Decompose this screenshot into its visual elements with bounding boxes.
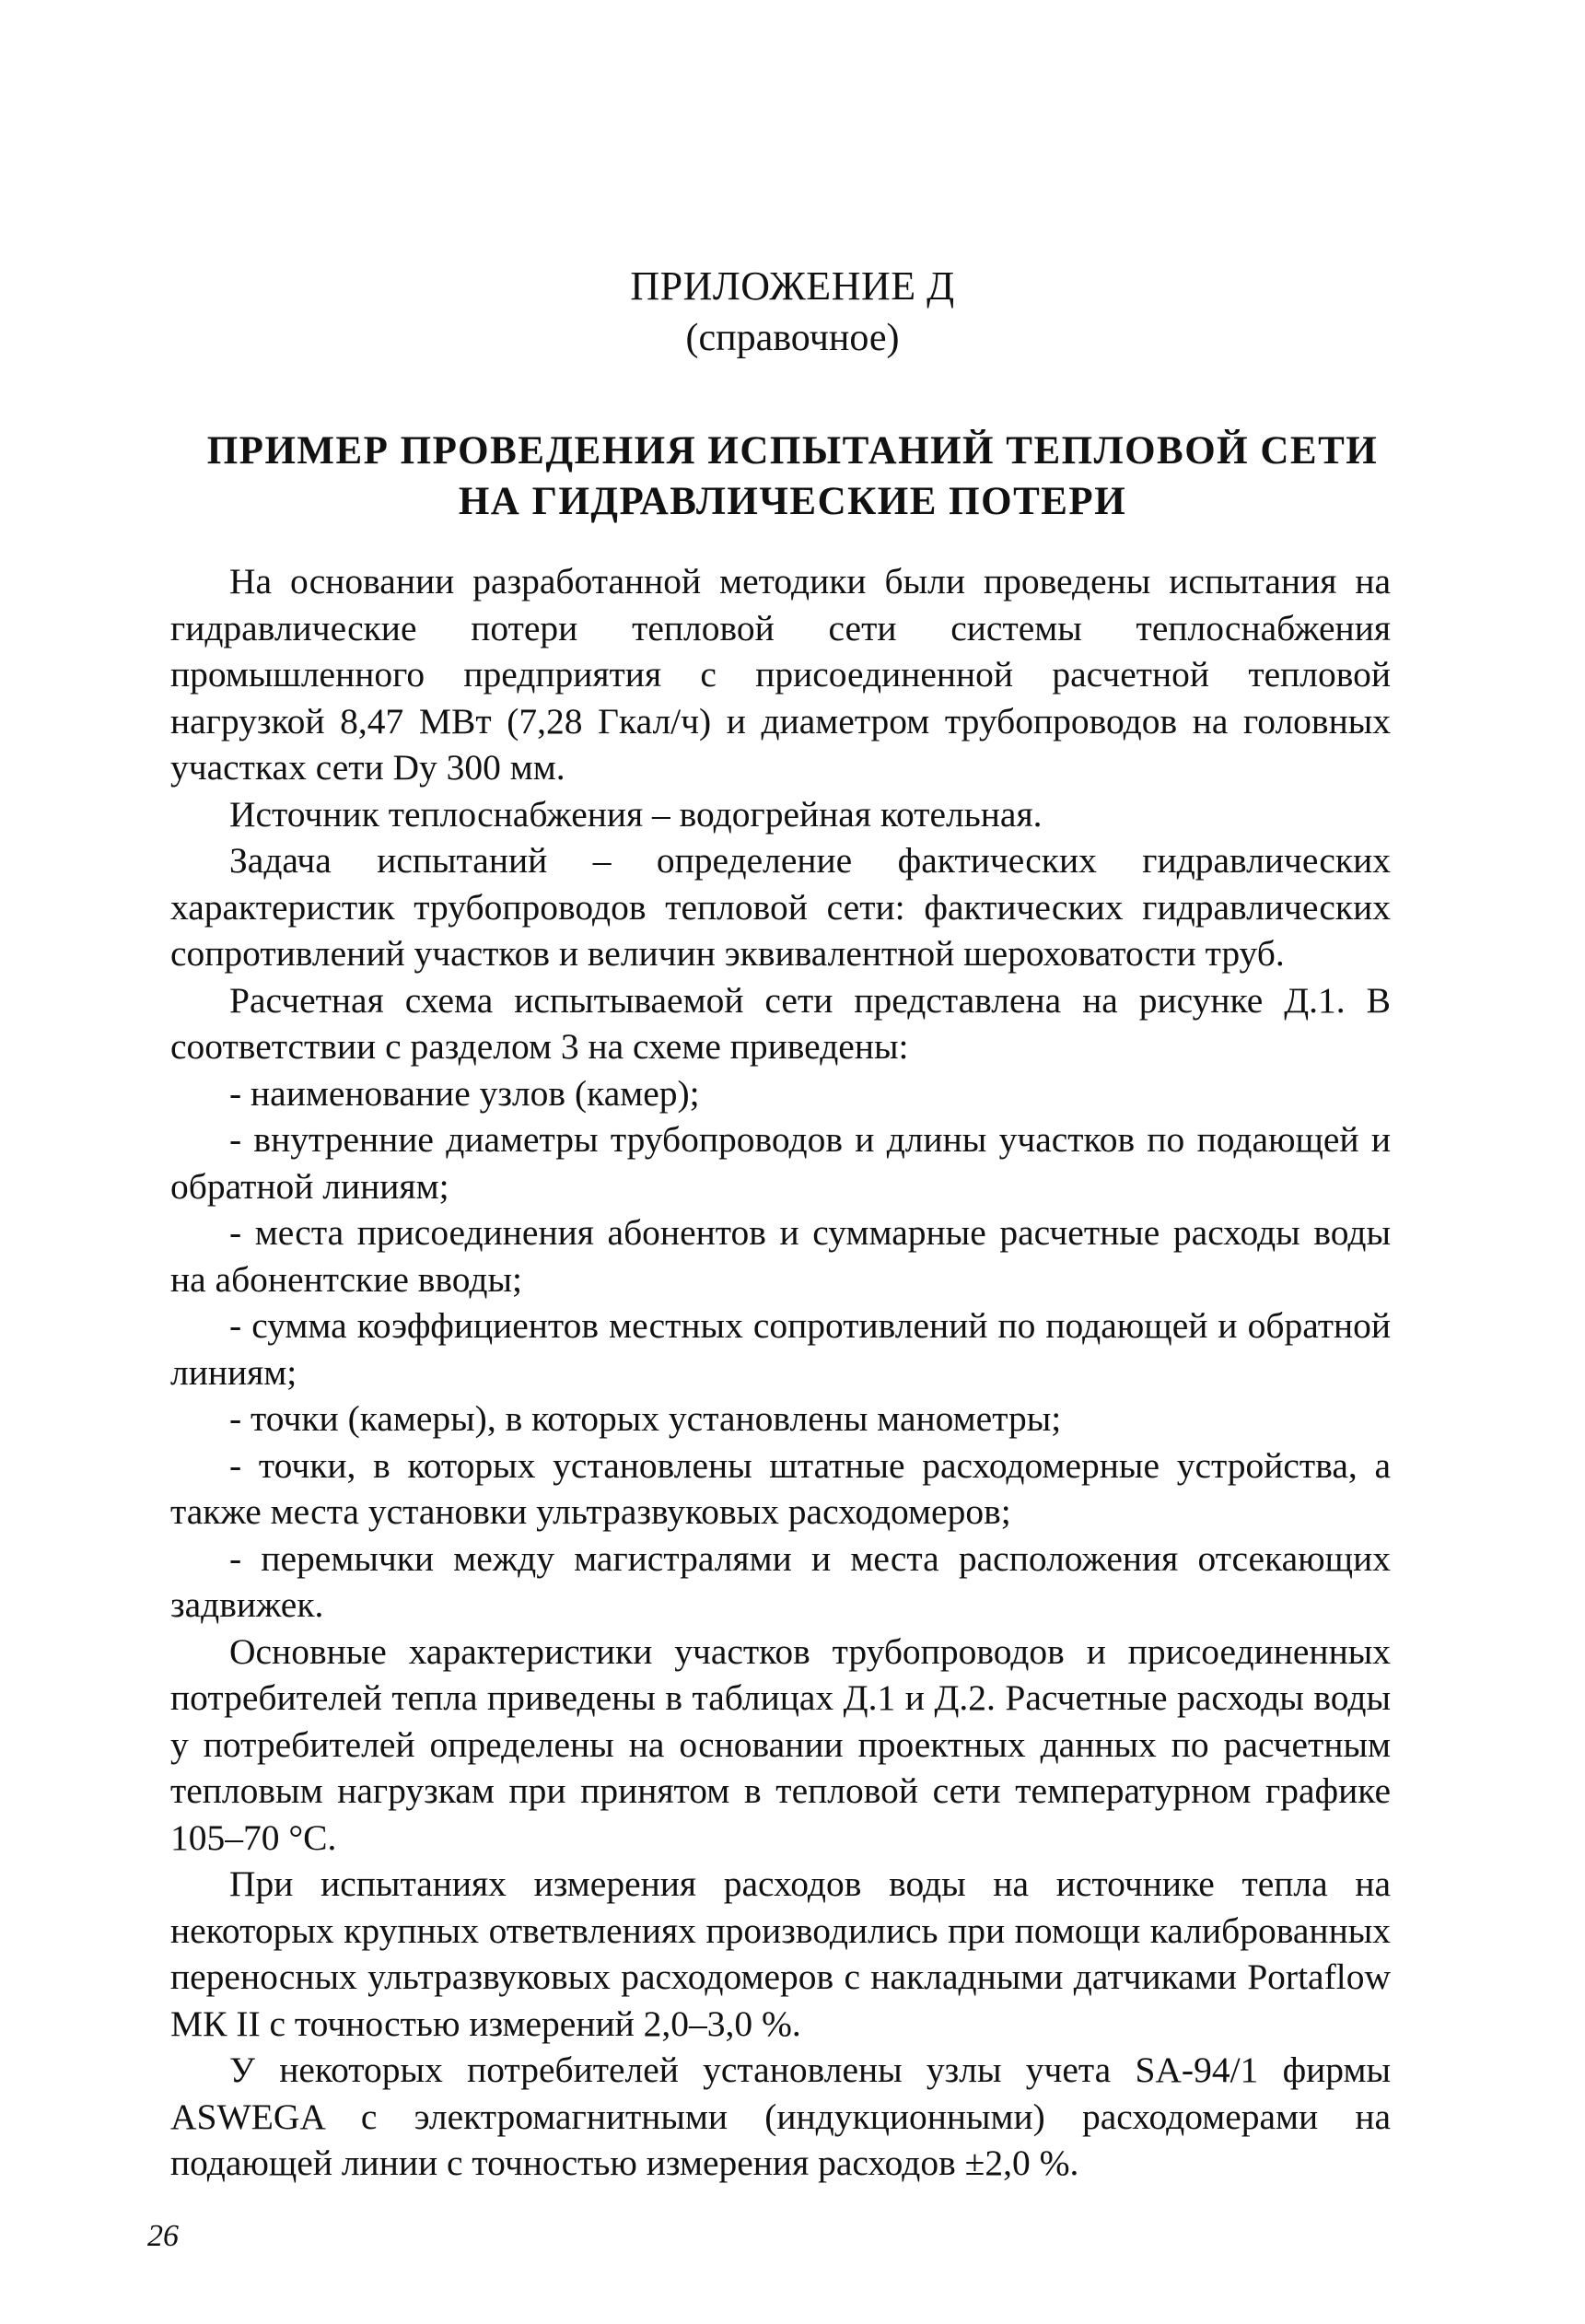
list-item: - внутренние диаметры трубопроводов и длины участков по подающей и обратной линиям; [170,1119,1391,1207]
appendix-title: ПРИЛОЖЕНИЕ Д [630,263,955,309]
list-item: - сумма коэффициентов местных сопротивлений по подающей и обратной линиям; [170,1305,1391,1393]
paragraph: Задача испытаний – определение фактических гидравлических характеристик трубопроводов тепловой сети: фактических гидравлических сопротивлений участков и величин эквивалентной шероховатости труб. [170,840,1391,974]
list-item: - наименование узлов (камер); [229,1072,700,1114]
paragraph: Расчетная схема испытываемой сети представлена на рисунке Д.1. В соответствии с разделом 3 на схеме приведены: [170,979,1391,1067]
section-heading-line-1: ПРИМЕР ПРОВЕДЕНИЯ ИСПЫТАНИЙ ТЕПЛОВОЙ СЕТИ [206,429,1379,473]
paragraph: При испытаниях измерения расходов воды на источнике тепла на некоторых крупных ответвлениях производились при помощи калиброванных переносных ультразвуковых расходомеров с накладными датчиками Portaflow МК II с точностью измерений 2,0–3,0 %. [170,1863,1391,2044]
list-item: - точки, в которых установлены штатные расходомерные устройства, а также места установки ультразвуковых расходомеров; [170,1444,1391,1532]
paragraph: Источник теплоснабжения – водогрейная котельная. [229,793,1043,835]
list-item: - точки (камеры), в которых установлены манометры; [229,1398,1062,1439]
appendix-subtitle: (справочное) [685,317,900,359]
paragraph: На основании разработанной методики были проведены испытания на гидравлические потери тепловой сети системы теплоснабжения промышленного предприятия с присоединенной расчетной тепловой нагрузкой 8,47 МВт (7,28 Гкал/ч) и диаметром трубопроводов на головных участках сети Dу 300 мм. [170,561,1391,788]
body-text [170,558,1391,2187]
section-heading [175,426,1410,527]
list-item: - места присоединения абонентов и суммарные расчетные расходы воды на абонентские вводы; [170,1212,1391,1300]
paragraph: Основные характеристики участков трубопроводов и присоединенных потребителей тепла приведены в таблицах Д.1 и Д.2. Расчетные расходы воды у потребителей определены на основании проектных данных по расчетным тепловым нагрузкам при принятом в тепловой сети температурном графике 105–70 °С. [170,1630,1391,1858]
page-number: 26 [147,2219,179,2253]
section-heading-line-2: НА ГИДРАВЛИЧЕСКИЕ ПОТЕРИ [458,480,1127,523]
paragraph: У некоторых потребителей установлены узлы учета SA-94/1 фирмы ASWEGA с электромагнитными (индукционными) расходомерами на подающей линии с точностью измерения расходов ±2,0 %. [170,2050,1391,2183]
list-item: - перемычки между магистралями и места расположения отсекающих задвижек. [170,1537,1391,1625]
